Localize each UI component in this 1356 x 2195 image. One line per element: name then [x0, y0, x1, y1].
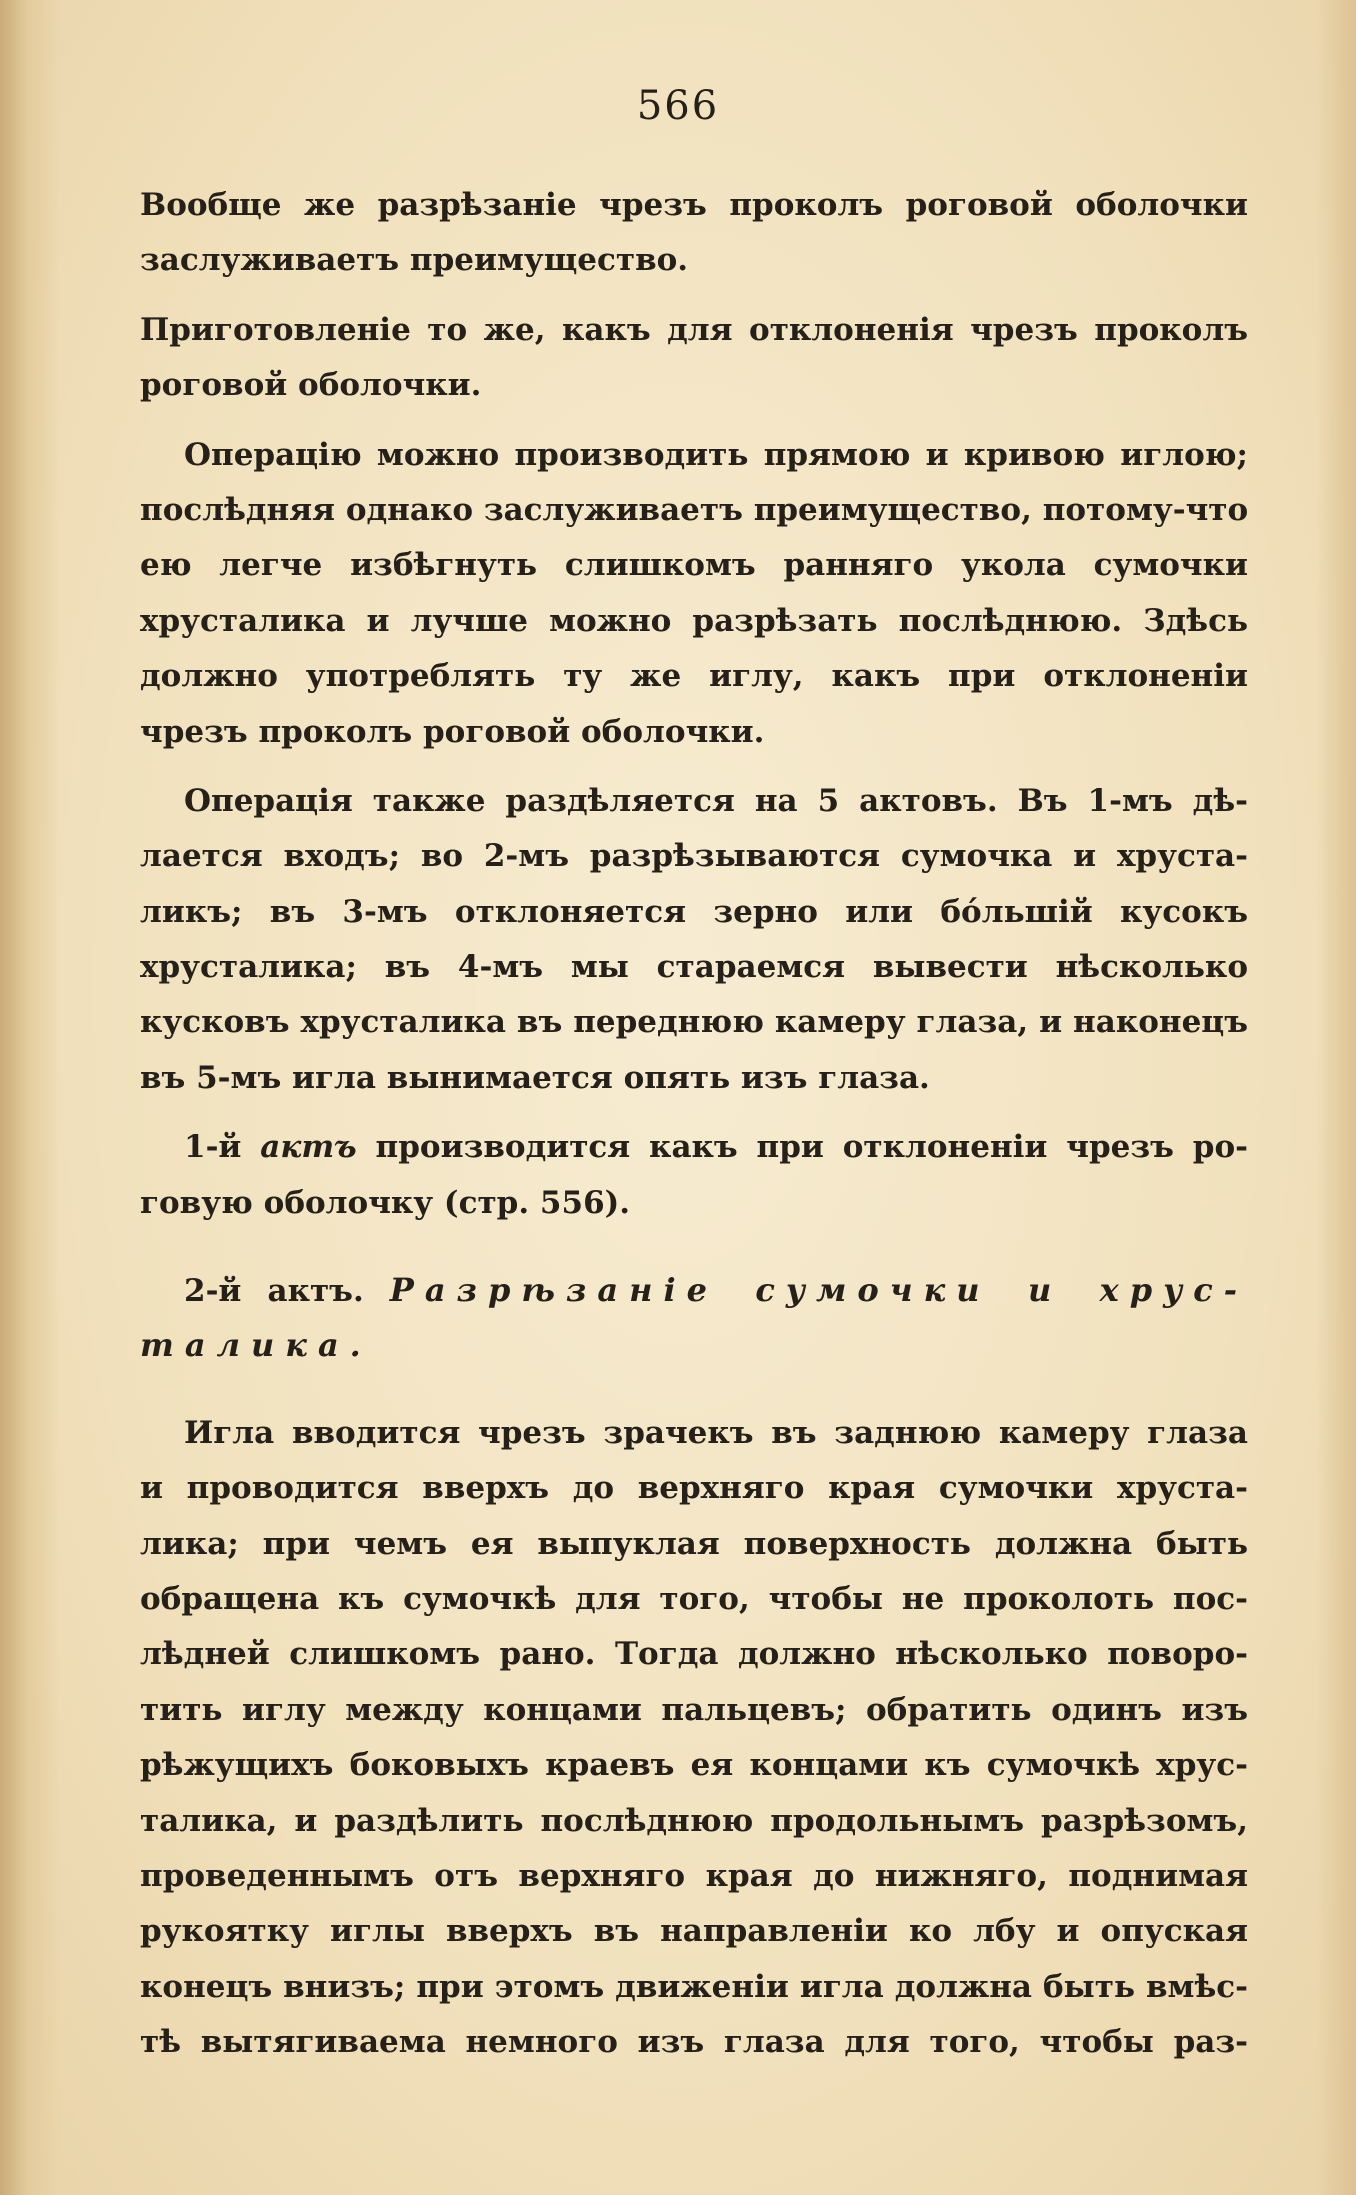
text-line: лика; при чемъ ея выпуклая поверхность должна быть — [140, 1525, 1248, 1562]
act-number: 2-й актъ. — [184, 1273, 390, 1310]
text-line — [140, 1318, 1248, 1373]
text-line: чрезъ проколъ роговой оболочки. — [140, 713, 765, 750]
text-line: роговой оболочки. — [140, 367, 482, 404]
text-line: послѣдняя однако заслуживаетъ преимущество, потому-что — [140, 491, 1248, 528]
text-line — [140, 1120, 1248, 1175]
text-line: Приготовленіе то же, какъ для отклоненія чрезъ проколъ — [140, 311, 1248, 348]
text-line: заслуживаетъ преимущество. — [140, 242, 689, 279]
text-line: тить иглу между концами пальцевъ; обратить одинъ изъ — [140, 1691, 1248, 1728]
text-line: Вообще же разрѣзаніе чрезъ проколъ роговой оболочки — [140, 187, 1248, 223]
paragraph — [140, 178, 1248, 289]
text-line: и проводится вверхъ до верхняго края сумочки хруста- — [140, 1470, 1248, 1507]
text-line: лѣдней слишкомъ рано. Тогда должно нѣсколько поворо- — [140, 1636, 1248, 1673]
act-word: актъ — [260, 1129, 357, 1166]
text-line: Игла вводится чрезъ зрачекъ въ заднюю камеру глаза — [184, 1414, 1248, 1451]
text-line: Операція также раздѣляется на 5 актовъ. Въ 1-мъ дѣ- — [184, 782, 1248, 819]
page-edge-shadow-right — [1316, 0, 1356, 2195]
text-line — [140, 1263, 1248, 1318]
paragraph — [140, 1406, 1248, 2071]
act-text: производится какъ при отклоненіи чрезъ ро- — [356, 1129, 1248, 1166]
text-line: въ 5-мъ игла вынимается опять изъ глаза. — [140, 1059, 930, 1096]
text-line: лается входъ; во 2-мъ разрѣзываются сумочка и хруста- — [140, 838, 1248, 875]
act-title: Разрѣзаніе сумочки и хрус- — [389, 1271, 1248, 1310]
spacer — [140, 1245, 1248, 1263]
text-line: кусковъ хрусталика въ переднюю камеру глаза, и наконецъ — [140, 1004, 1248, 1041]
paragraph — [140, 774, 1248, 1106]
paragraph-act-2-heading — [140, 1263, 1248, 1374]
text-line: обращена къ сумочкѣ для того, чтобы не проколоть пос- — [140, 1580, 1248, 1617]
text-line: рѣжущихъ боковыхъ краевъ ея концами къ сумочкѣ хрус- — [140, 1747, 1248, 1784]
text-line: хрусталика и лучше можно разрѣзать послѣднюю. Здѣсь — [140, 602, 1248, 639]
act-title-continued: талика. — [140, 1326, 372, 1365]
text-line: проведеннымъ отъ верхняго края до нижняго, поднимая — [140, 1857, 1248, 1894]
text-line: Операцію можно производить прямою и кривою иглою; — [184, 436, 1248, 473]
act-number: 1-й — [184, 1129, 261, 1166]
text-line: рукоятку иглы вверхъ въ направленіи ко лбу и опуская — [140, 1913, 1248, 1950]
paragraph-act-1 — [140, 1120, 1248, 1231]
text-line: должно употреблять ту же иглу, какъ при отклоненіи — [140, 658, 1248, 695]
text-line: конецъ внизъ; при этомъ движеніи игла должна быть вмѣс- — [140, 1968, 1248, 2005]
text-line: ликъ; въ 3-мъ отклоняется зерно или бóльшій кусокъ — [140, 893, 1248, 930]
page-number: 566 — [636, 83, 720, 129]
paragraph — [140, 303, 1248, 414]
spacer — [140, 1388, 1248, 1406]
body-text — [140, 178, 1248, 2085]
paragraph — [140, 428, 1248, 760]
text-line: говую оболочку (стр. 556). — [140, 1184, 631, 1221]
text-line: талика, и раздѣлить послѣднюю продольнымъ разрѣзомъ, — [140, 1802, 1248, 1839]
text-line: тѣ вытягиваема немного изъ глаза для того, чтобы раз- — [140, 2024, 1248, 2061]
page-edge-shadow-left — [0, 0, 60, 2195]
text-line: хрусталика; въ 4-мъ мы стараемся вывести нѣсколько — [140, 949, 1248, 986]
text-line: ею легче избѣгнуть слишкомъ ранняго укола сумочки — [140, 547, 1248, 584]
